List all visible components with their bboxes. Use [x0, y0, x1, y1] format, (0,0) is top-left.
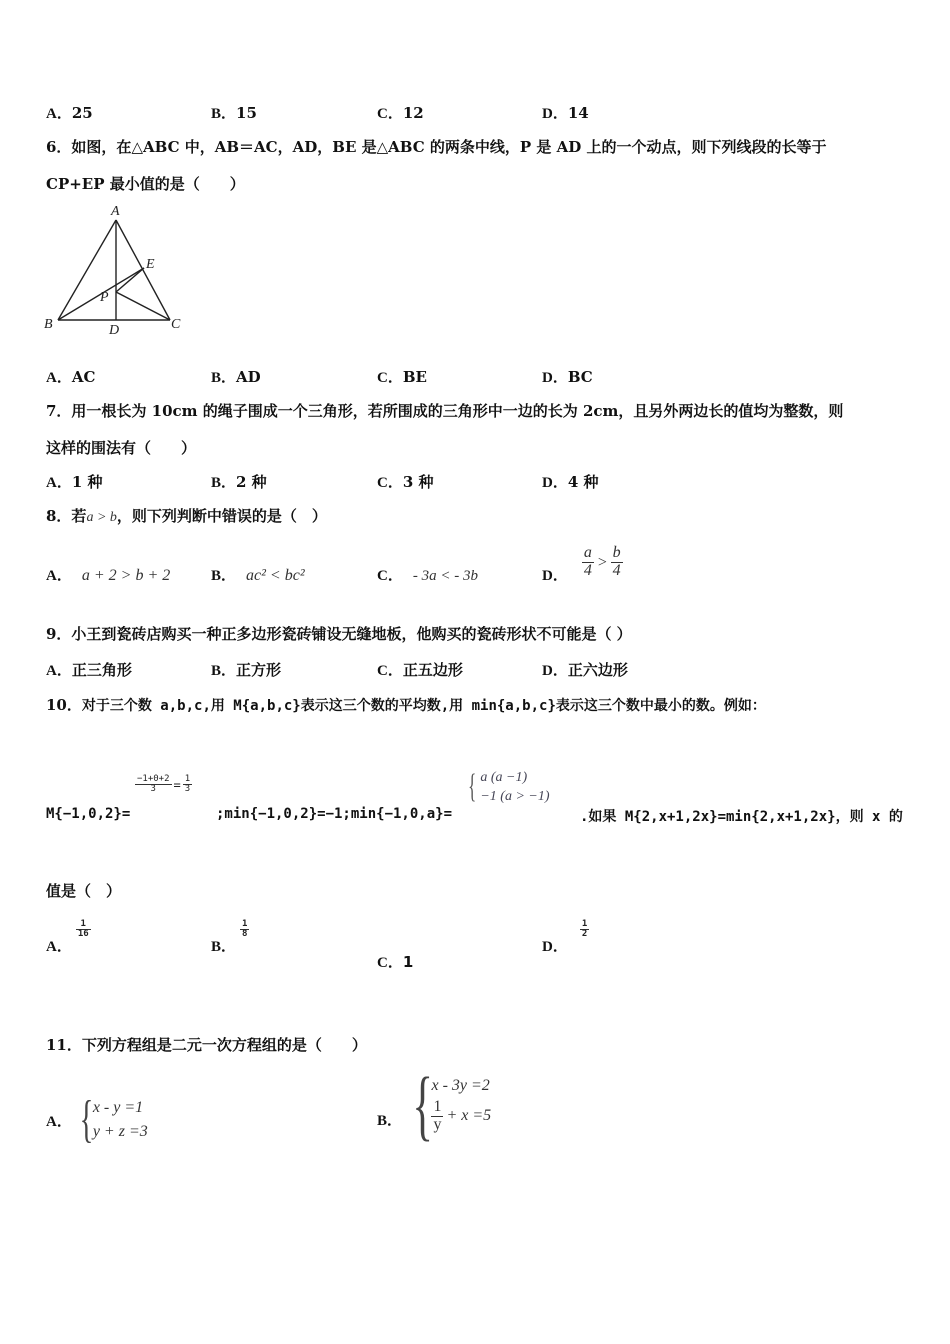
q9-option-b: B．正方形 — [211, 661, 282, 679]
q10-min-definition: ;min{−1,0,2}=−1;min{−1,0,a}= — [216, 806, 453, 822]
q6-option-b: B．AD — [211, 368, 261, 386]
q8-condition: a > b — [86, 510, 117, 525]
q7-stem-line1: 7．用一根长为 10cm 的绳子围成一个三角形，若所围成的三角形中一边的长为 2cm，且另外两边长的值均为整数，则 — [46, 402, 844, 420]
q9-option-c: C．正五边形 — [377, 661, 463, 679]
q6-stem-line1: 6．如图，在△ABC 中，AB＝AC，AD，BE 是△ABC 的两条中线，P 是 AD 上的一个动点，则下列线段的长等于 — [46, 138, 827, 156]
q5-option-b: B．15 — [211, 104, 257, 122]
side-ac — [116, 220, 170, 320]
q11-stem: 11．下列方程组是二元一次方程组的是（ ） — [46, 1036, 367, 1054]
q10-option-d: D． $\frac{1}{2}$ — [542, 919, 588, 955]
q10-option-c: C．1 — [377, 953, 414, 971]
triangle-figure — [40, 200, 190, 340]
label-p: P — [100, 290, 109, 305]
segment-pe — [116, 268, 144, 292]
q6-stem-line2: CP+EP 最小值的是（ ） — [46, 175, 245, 193]
q7-stem-line2: 这样的围法有（ ） — [46, 439, 197, 457]
q6-option-d: D．BC — [542, 368, 593, 386]
q11-a-eq1: x - y =1 — [92, 1099, 144, 1116]
q11-option-b: B． { x - 3y =2 $\frac{1}{y}$ + x =5 — [377, 1061, 492, 1148]
q5-option-c: C．12 — [377, 104, 424, 122]
q6-option-a: A．AC — [46, 368, 96, 386]
q8-stem: 8．若a > b，则下列判断中错误的是（ ） — [46, 507, 327, 525]
q8-option-d: D． $\frac{a}{4}$ > $\frac{b}{4}$ — [542, 544, 621, 584]
q9-option-d: D．正六边形 — [542, 661, 628, 679]
piece-1: a (a −1) — [480, 770, 528, 785]
q10-option-a: A． $\frac{1}{16}$ — [46, 919, 89, 955]
q7-option-d: D．4 种 — [542, 473, 599, 491]
q10-stem-line1: 10．对于三个数 a,b,c,用 M{a,b,c}表示这三个数的平均数,用 min{a,b,c}表示这三个数中最小的数。例如： — [46, 696, 766, 714]
q7-option-b: B．2 种 — [211, 473, 267, 491]
q7-option-a: A．1 种 — [46, 473, 103, 491]
q7-option-c: C．3 种 — [377, 473, 434, 491]
label-c: C — [171, 317, 181, 332]
q10-option-b: B． $\frac{1}{8}$ — [211, 919, 248, 955]
q10-m-definition: M{−1,0,2}= — [46, 806, 131, 822]
q11-b-eq2: $\frac{1}{y}$ + x =5 — [433, 1097, 492, 1133]
q10-condition: .如果 M{2,x+1,2x}=min{2,x+1,2x}，则 x 的 — [580, 809, 903, 825]
q5-option-a: A．25 — [46, 104, 93, 122]
q6-option-c: C．BE — [377, 368, 427, 386]
label-b: B — [44, 317, 53, 332]
side-ab — [58, 220, 116, 320]
q9-option-a: A．正三角形 — [46, 661, 132, 679]
q8-option-b: B． ac² < bc² — [211, 567, 305, 584]
q8-option-c: C． - 3a < - 3b — [377, 568, 478, 584]
q11-option-a: A． { x - y =1 y + z =3 — [46, 1091, 148, 1148]
q10-piecewise: { a (a −1) −1 (a > −1) — [468, 768, 550, 805]
label-d: D — [109, 323, 120, 338]
piece-2: −1 (a > −1) — [480, 789, 550, 804]
q5-option-d: D．14 — [542, 104, 589, 122]
q10-average-fraction: $\frac{-1+0+2}{3}$ = $\frac{1}{3}$ — [137, 774, 191, 795]
label-a: A — [111, 204, 120, 219]
q11-b-eq1: x - 3y =2 — [431, 1076, 490, 1094]
q11-a-eq2: y + z =3 — [92, 1123, 148, 1140]
q9-stem: 9．小王到瓷砖店购买一种正多边形瓷砖铺设无缝地板，他购买的瓷砖形状不可能是（ ） — [46, 625, 632, 643]
q8-option-a: A． a + 2 > b + 2 — [46, 567, 171, 584]
label-e: E — [146, 257, 155, 272]
q10-stem-line3: 值是（ ） — [46, 882, 122, 900]
